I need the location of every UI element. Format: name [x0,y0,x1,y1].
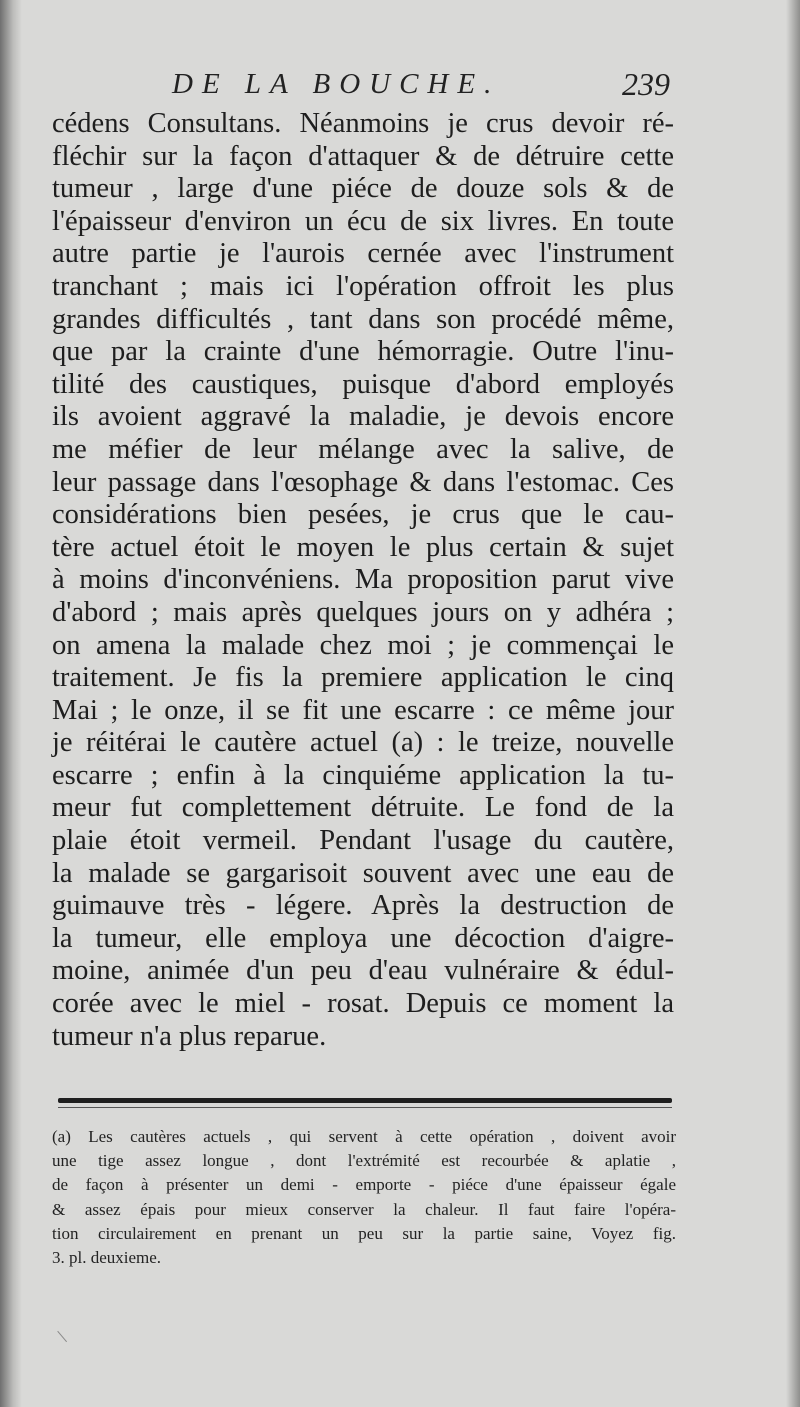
text-line: la malade se gargarisoit souvent avec une eau de [52,857,674,889]
paper-mark [57,1322,77,1342]
footnote-rule-thin [58,1107,672,1108]
text-line: tilité des caustiques, puisque d'abord employés [52,368,674,400]
text-line: considérations bien pesées, je crus que le cau- [52,499,674,531]
text-line: ils avoient aggravé la maladie, je devois encore [52,401,674,433]
footnote-line: & assez épais pour mieux conserver la chaleur. Il faut faire l'opéra- [52,1199,676,1219]
text-line: tère actuel étoit le moyen le plus certain & sujet [52,531,674,563]
text-line: tumeur n'a plus reparue. [52,1020,327,1052]
text-line: tranchant ; mais ici l'opération offroit les plus [52,270,674,302]
text-line: cédens Consultans. Néanmoins je crus devoir ré- [52,108,674,139]
main-text [52,108,674,1053]
text-line: guimauve très - légere. Après la destruction de [52,890,674,922]
text-line: fléchir sur la façon d'attaquer & de détruire cette [52,140,674,172]
footnote [52,1125,676,1270]
footnote-line: une tige assez longue , dont l'extrémité est recourbée & aplatie , [52,1151,676,1171]
text-line: tumeur , large d'une piéce de douze sols & de [52,173,674,205]
page-number: 239 [622,66,670,102]
text-line: d'abord ; mais après quelques jours on y adhéra ; [52,596,674,628]
page-header [172,68,670,108]
text-line: escarre ; enfin à la cinquiéme application la tu- [52,759,674,791]
text-line: moine, animée d'un peu d'eau vulnéraire & édul- [52,955,674,987]
text-line: on amena la malade chez moi ; je commençai le [52,629,674,661]
text-line: je réitérai le cautère actuel (a) : le treize, nouvelle [52,727,674,759]
text-line: me méfier de leur mélange avec la salive, de [52,433,674,465]
text-line: corée avec le miel - rosat. Depuis ce moment la [52,988,674,1020]
footnote-line: de façon à présenter un demi - emporte - piéce d'une épaisseur égale [52,1175,676,1195]
text-line: l'épaisseur d'environ un écu de six livres. En toute [52,205,674,237]
text-line: grandes difficultés , tant dans son procédé même, [52,303,674,335]
text-line: plaie étoit vermeil. Pendant l'usage du cautère, [52,825,674,857]
running-head: DE LA BOUCHE. [172,68,501,100]
text-line: autre partie je l'aurois cernée avec l'instrument [52,238,674,270]
text-line: Mai ; le onze, il se fit une escarre : ce même jour [52,694,674,726]
text-line: meur fut complettement détruite. Le fond de la [52,792,674,824]
text-line: que par la crainte d'une hémorragie. Outre l'inu- [52,336,674,368]
footnote-line: 3. pl. deuxieme. [52,1247,162,1267]
edge-shadow [786,0,800,1407]
text-line: traitement. Je fis la premiere application le cinq [52,662,674,694]
footnote-line: (a) Les cautères actuels , qui servent à cette opération , doivent avoir [52,1127,676,1146]
text-line: la tumeur, elle employa une décoction d'aigre- [52,922,674,954]
footnote-rule [58,1098,672,1103]
footnote-line: tion circulairement en prenant un peu sur la partie saine, Voyez fig. [52,1223,676,1243]
binding-shadow [0,0,22,1407]
text-line: à moins d'inconvéniens. Ma proposition parut vive [52,564,674,596]
text-line: leur passage dans l'œsophage & dans l'estomac. Ces [52,466,674,498]
